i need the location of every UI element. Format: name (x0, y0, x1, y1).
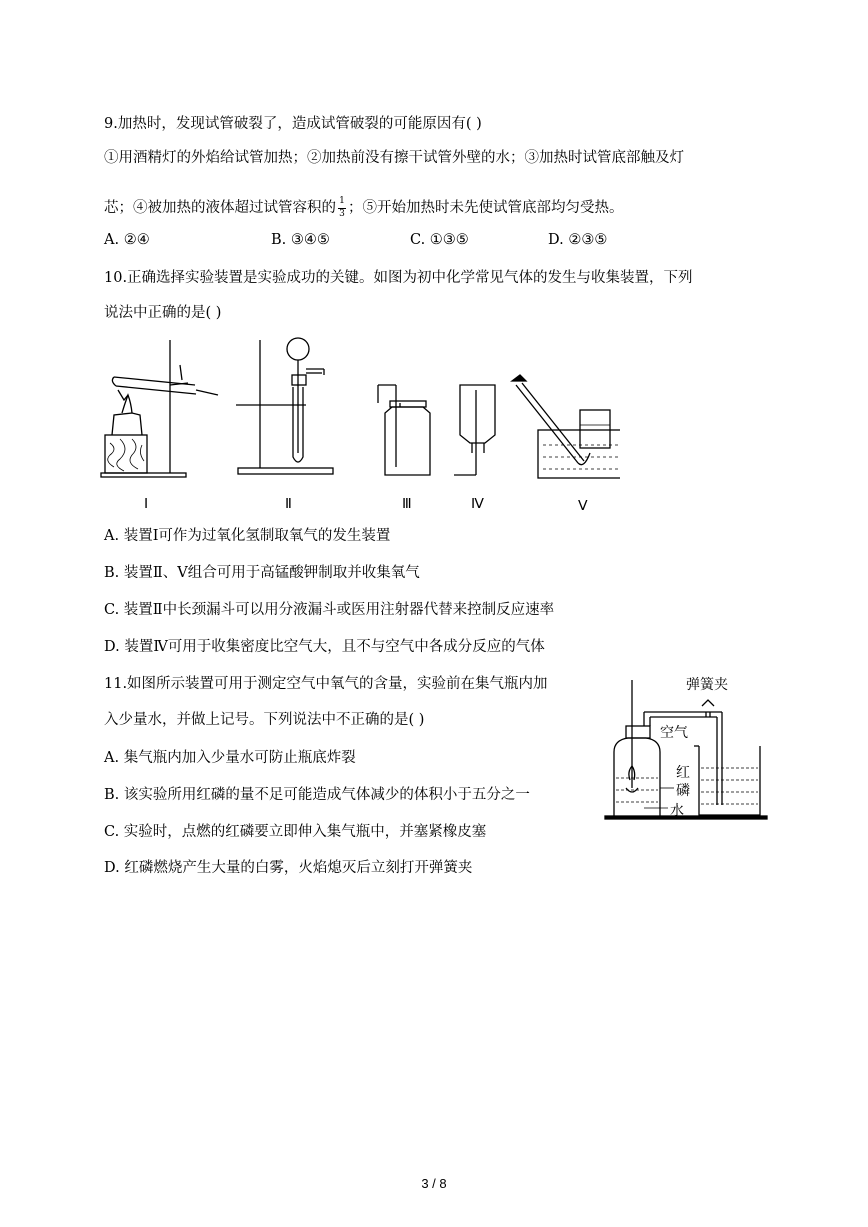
q9-line2-a: 芯；④被加热的液体超过试管容积的 (104, 200, 336, 216)
q11-option-a: A. 集气瓶内加入少量水可防止瓶底炸裂 (104, 750, 356, 766)
q11-stem-line2: 入少量水，并做上记号。下列说法中不正确的是( ) (104, 712, 425, 728)
beaker (699, 746, 760, 815)
q9-option-d: D. ②③⑤ (548, 232, 608, 248)
spring-clamp (702, 700, 714, 717)
collecting-bottle (580, 410, 610, 448)
q9-stem: 9.加热时，发现试管破裂了，造成试管破裂的可能原因有( ) (104, 116, 482, 132)
gas-jar (614, 738, 660, 816)
q9-option-c: C. ①③⑤ (410, 232, 469, 248)
label-air: 空气 (660, 725, 688, 741)
label-water: 水 (670, 803, 684, 819)
q10-option-c: C. 装置Ⅱ中长颈漏斗可以用分液漏斗或医用注射器代替来控制反应速率 (104, 602, 555, 618)
label-apparatus-4: Ⅳ (471, 497, 484, 512)
apparatus-3 (378, 385, 430, 475)
q10-option-b: B. 装置Ⅱ、Ⅴ组合可用于高锰酸钾制取并收集氧气 (104, 565, 420, 581)
stand-base-1 (101, 473, 186, 477)
apparatus-5 (512, 375, 620, 478)
alcohol-lamp (112, 413, 142, 435)
gas-bottle-4 (460, 385, 495, 443)
q9-line2-b: ；⑤开始加热时未先使试管底部均匀受热。 (348, 200, 624, 216)
q9-option-a: A. ②④ (104, 232, 150, 248)
q11-option-d: D. 红磷燃烧产生大量的白雾，火焰熄灭后立刻打开弹簧夹 (104, 860, 473, 876)
q10-stem-line1: 10.正确选择实验装置是实验成功的关键。如图为初中化学常见气体的发生与收集装置，下列 (104, 270, 693, 286)
page-number: 3 / 8 (421, 1176, 447, 1191)
label-apparatus-2: Ⅱ (285, 497, 292, 512)
label-apparatus-3: Ⅲ (402, 497, 412, 512)
q10-apparatus-figure (100, 335, 620, 520)
rubber-stopper (626, 726, 650, 738)
funnel-bulb (287, 338, 309, 360)
q11-option-b: B. 该实验所用红磷的量不足可能造成气体减少的体积小于五分之一 (104, 787, 530, 803)
apparatus-4 (454, 385, 495, 475)
label-apparatus-5: Ⅴ (578, 499, 588, 514)
q9-option-b: B. ③④⑤ (271, 232, 330, 248)
stand-base-2 (238, 468, 333, 474)
q10-stem-line2: 说法中正确的是( ) (104, 305, 222, 321)
label-phosphorus: 磷 (676, 783, 690, 799)
q11-stem-line1: 11.如图所示装置可用于测定空气中氧气的含量，实验前在集气瓶内加 (104, 676, 548, 692)
apparatus-1 (101, 340, 218, 477)
label-spring-clamp: 弹簧夹 (686, 677, 728, 693)
q10-option-d: D. 装置Ⅳ可用于收集密度比空气大，且不与空气中各成分反应的气体 (104, 639, 545, 655)
label-apparatus-1: Ⅰ (144, 497, 149, 512)
label-red: 红 (676, 765, 690, 781)
fraction-denominator: 3 (339, 209, 345, 219)
fraction-numerator: 1 (339, 196, 345, 206)
gas-bottle-3 (385, 407, 430, 475)
q11-option-c: C. 实验时，点燃的红磷要立即伸入集气瓶中，并塞紧橡皮塞 (104, 824, 487, 840)
q9-line2 (104, 198, 624, 218)
flame (122, 395, 132, 413)
apparatus-2 (236, 338, 333, 474)
q9-line1: ①用酒精灯的外焰给试管加热；②加热前没有擦干试管外壁的水；③加热时试管底部触及灯 (104, 150, 684, 166)
table-surface (605, 816, 767, 819)
q10-option-a: A. 装置Ⅰ可作为过氧化氢制取氧气的发生装置 (104, 528, 391, 544)
